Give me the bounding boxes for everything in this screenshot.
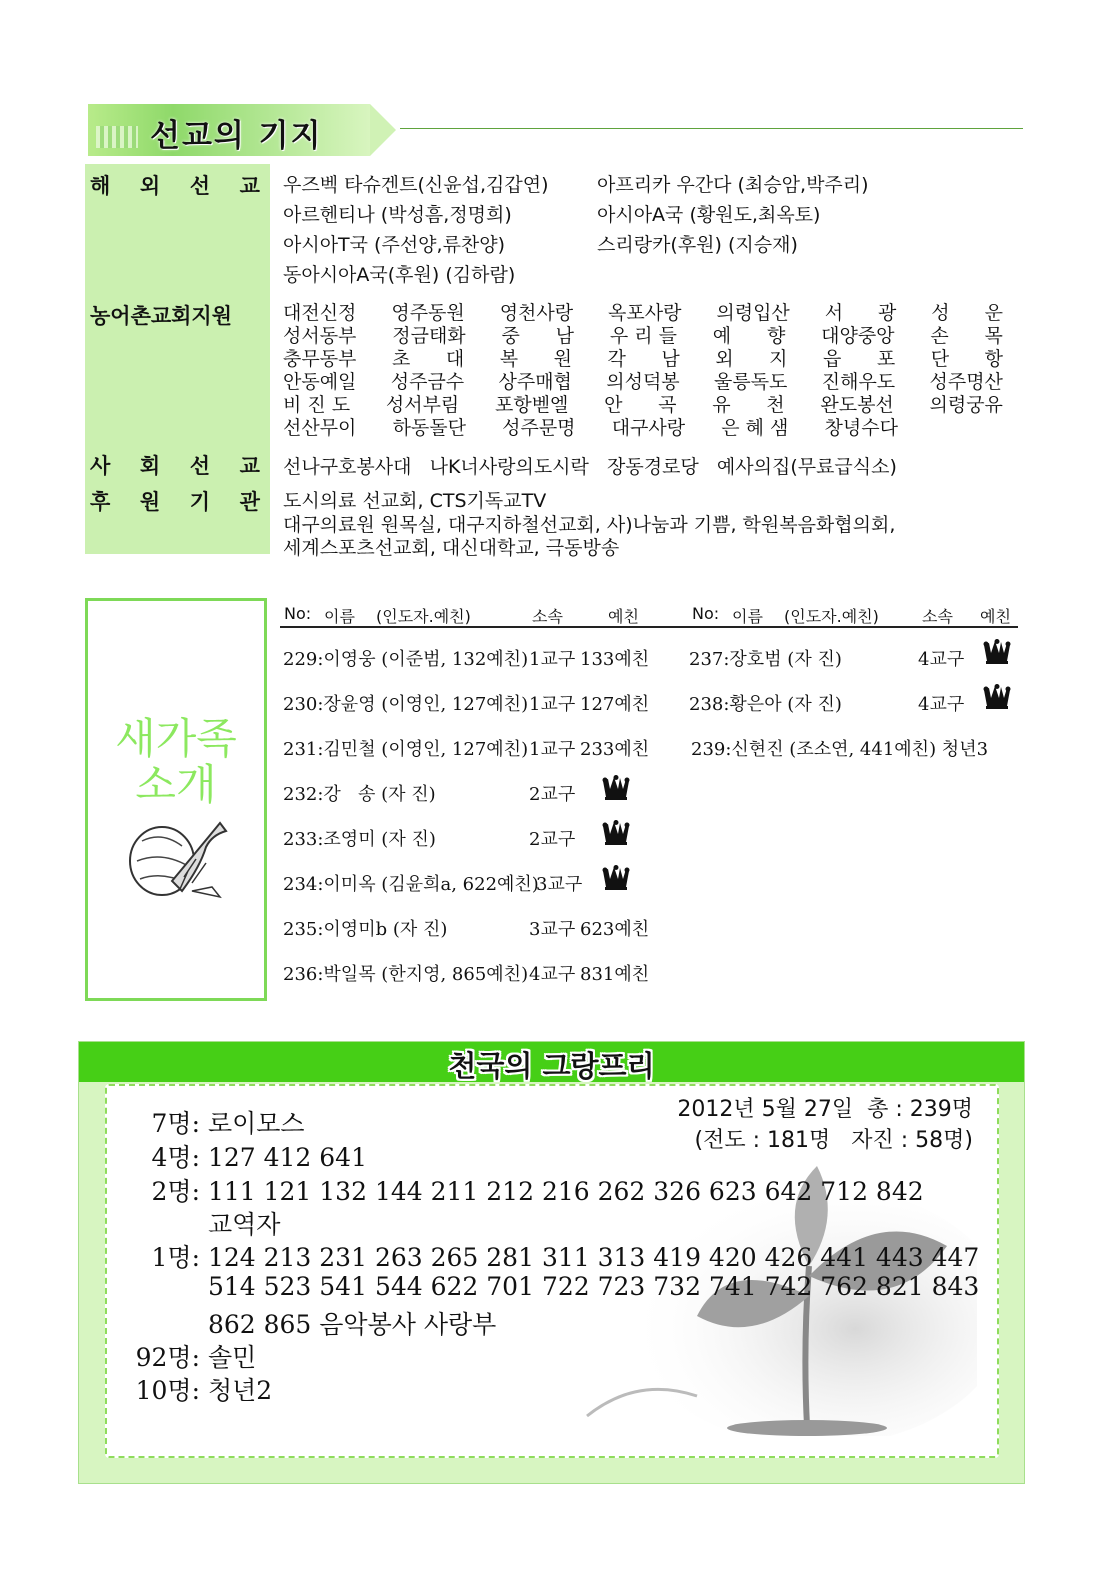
mission-category-column bbox=[85, 164, 270, 554]
entry-district: 3교구 bbox=[536, 874, 583, 895]
entry-district: 2교구 bbox=[529, 784, 576, 805]
sponsor-line: 세계스포츠선교회, 대신대학교, 극동방송 bbox=[283, 537, 620, 559]
header-rule bbox=[400, 128, 1023, 129]
new-family-entry: 235:이영미b (자 진) bbox=[283, 919, 448, 940]
new-family-entry: 239:신현진 (조소연, 441예친) 청년3 bbox=[691, 739, 989, 760]
grandprix-row: 4명: 127 412 641 bbox=[151, 1143, 367, 1172]
header-name: 이름 bbox=[732, 607, 763, 626]
entry-district: 2교구 bbox=[529, 829, 576, 850]
grandprix-row: 2명: 111 121 132 144 211 212 216 262 326 623 642 712 842 bbox=[151, 1177, 924, 1206]
tab-arrow bbox=[370, 104, 396, 156]
entry-group: 127예친 bbox=[580, 694, 650, 715]
overseas-item: 스리랑카(후원) (지승재) bbox=[597, 234, 798, 256]
header-no: No: bbox=[284, 604, 312, 623]
grandprix-row: 1명: 124 213 231 263 265 281 311 313 419 420 426 441 443 447 bbox=[151, 1243, 980, 1272]
category-social: 사 회 선 교 bbox=[90, 454, 260, 478]
entry-group: 233예친 bbox=[580, 739, 650, 760]
crown-icon bbox=[601, 865, 631, 891]
grandprix-summary-line: (전도 : 181명 자진 : 58명) bbox=[694, 1128, 973, 1153]
crown-icon bbox=[601, 820, 631, 846]
entry-district: 4교구 bbox=[918, 649, 965, 670]
sponsor-line: 대구의료원 원목실, 대구지하철선교회, 사)나눔과 기쁨, 학원복음화협의회, bbox=[283, 514, 896, 536]
rural-row: 비 진 도 성서부림 포항벧엘 안 곡 유 천 완도봉선 의령궁유 bbox=[283, 394, 1003, 416]
entry-group: 831예친 bbox=[580, 964, 650, 985]
entry-district: 4교구 bbox=[918, 694, 965, 715]
grandprix-row: 7명: 로이모스 bbox=[151, 1109, 305, 1138]
rural-row: 안동예일 성주금수 상주매협 의성덕봉 울릉독도 진해우도 성주명산 bbox=[283, 371, 1003, 393]
overseas-item: 동아시아A국(후원) (김하람) bbox=[283, 264, 516, 286]
header-district: 소속 bbox=[922, 607, 953, 626]
header-group: 예친 bbox=[980, 607, 1011, 626]
new-family-entry: 233:조영미 (자 진) bbox=[283, 829, 436, 850]
new-family-box bbox=[85, 598, 267, 1001]
header-district: 소속 bbox=[532, 607, 563, 626]
rural-row: 대전신정 영주동원 영천사랑 옥포사랑 의령입산 서 광 성 운 bbox=[283, 302, 1003, 324]
entry-group: 133예친 bbox=[580, 649, 650, 670]
rural-row: 성서동부 정금태화 중 남 우 리 들 예 향 대양중앙 손 목 bbox=[283, 325, 1003, 347]
rural-row: 충무동부 초 대 복 원 각 남 외 지 읍 포 단 항 bbox=[283, 348, 1003, 370]
grandprix-date-summary bbox=[677, 1094, 973, 1156]
entry-district: 1교구 bbox=[529, 739, 576, 760]
category-rural: 농어촌교회지원 bbox=[90, 304, 233, 328]
new-family-entry: 237:장호범 (자 진) bbox=[689, 649, 842, 670]
sponsor-line: 도시의료 선교회, CTS기독교TV bbox=[283, 490, 547, 512]
header-guide: (인도자.예친) bbox=[784, 607, 879, 626]
header-no: No: bbox=[692, 604, 720, 623]
rural-row: 선산무이 하동돌단 성주문명 대구사랑 은 혜 샘 창녕수다 bbox=[283, 417, 898, 439]
decorative-pattern bbox=[96, 126, 138, 148]
mission-title: 선교의 기지 bbox=[150, 118, 323, 154]
social-mission-line: 선나구호봉사대 나K너사랑의도시락 장동경로당 예사의집(무료급식소) bbox=[283, 456, 897, 478]
new-family-entry: 232:강 송 (자 진) bbox=[283, 784, 436, 805]
grandprix-row: 교역자 bbox=[207, 1210, 281, 1239]
overseas-item: 아르헨티나 (박성흠,정명희) bbox=[283, 204, 512, 226]
new-family-entry: 236:박일목 (한지영, 865예친) bbox=[283, 964, 529, 985]
grandprix-title-bar bbox=[79, 1042, 1024, 1082]
new-family-entry: 238:황은아 (자 진) bbox=[689, 694, 842, 715]
overseas-item: 우즈벡 타슈겐트(신윤섭,김갑연) bbox=[283, 174, 549, 196]
overseas-item: 아시아T국 (주선양,류찬양) bbox=[283, 234, 506, 256]
new-family-entry: 229:이영웅 (이준범, 132예친) bbox=[283, 649, 529, 670]
category-overseas: 해 외 선 교 bbox=[90, 174, 260, 198]
grandprix-row: 862 865 음악봉사 사랑부 bbox=[207, 1310, 497, 1339]
crown-icon bbox=[982, 684, 1012, 710]
header-group: 예친 bbox=[608, 607, 639, 626]
entry-district: 1교구 bbox=[529, 694, 576, 715]
entry-group: 623예친 bbox=[580, 919, 650, 940]
header-name: 이름 bbox=[324, 607, 355, 626]
crown-icon bbox=[601, 775, 631, 801]
grandprix-row: 10명: 청년2 bbox=[135, 1376, 273, 1405]
crown-icon bbox=[982, 639, 1012, 665]
new-family-title: 새가족 소개 bbox=[115, 714, 237, 809]
header-rule bbox=[280, 626, 1018, 628]
grandprix-row: 514 523 541 544 622 701 722 723 732 741 742 762 821 843 bbox=[207, 1272, 980, 1301]
grandprix-row: 92명: 솔민 bbox=[135, 1343, 257, 1372]
entry-district: 4교구 bbox=[529, 964, 576, 985]
mission-section-header bbox=[88, 104, 1023, 156]
new-family-entry: 231:김민철 (이영인, 127예친) bbox=[283, 739, 529, 760]
header-guide: (인도자.예친) bbox=[376, 607, 471, 626]
entry-district: 3교구 bbox=[529, 919, 576, 940]
new-family-entry: 234:이미옥 (김윤희a, 622예친) bbox=[283, 874, 539, 895]
new-family-table-header bbox=[280, 602, 1018, 626]
entry-district: 1교구 bbox=[529, 649, 576, 670]
category-sponsor: 후 원 기 관 bbox=[90, 490, 260, 514]
grandprix-title: 천국의 그랑프리 bbox=[448, 1049, 655, 1083]
overseas-item: 아시아A국 (황원도,최옥토) bbox=[597, 204, 821, 226]
fish-bread-illustration bbox=[122, 811, 232, 901]
new-family-entry: 230:장윤영 (이영인, 127예친) bbox=[283, 694, 529, 715]
overseas-item: 아프리카 우간다 (최승암,박주리) bbox=[597, 174, 869, 196]
grandprix-date-line: 2012년 5월 27일 총 : 239명 bbox=[677, 1097, 973, 1122]
